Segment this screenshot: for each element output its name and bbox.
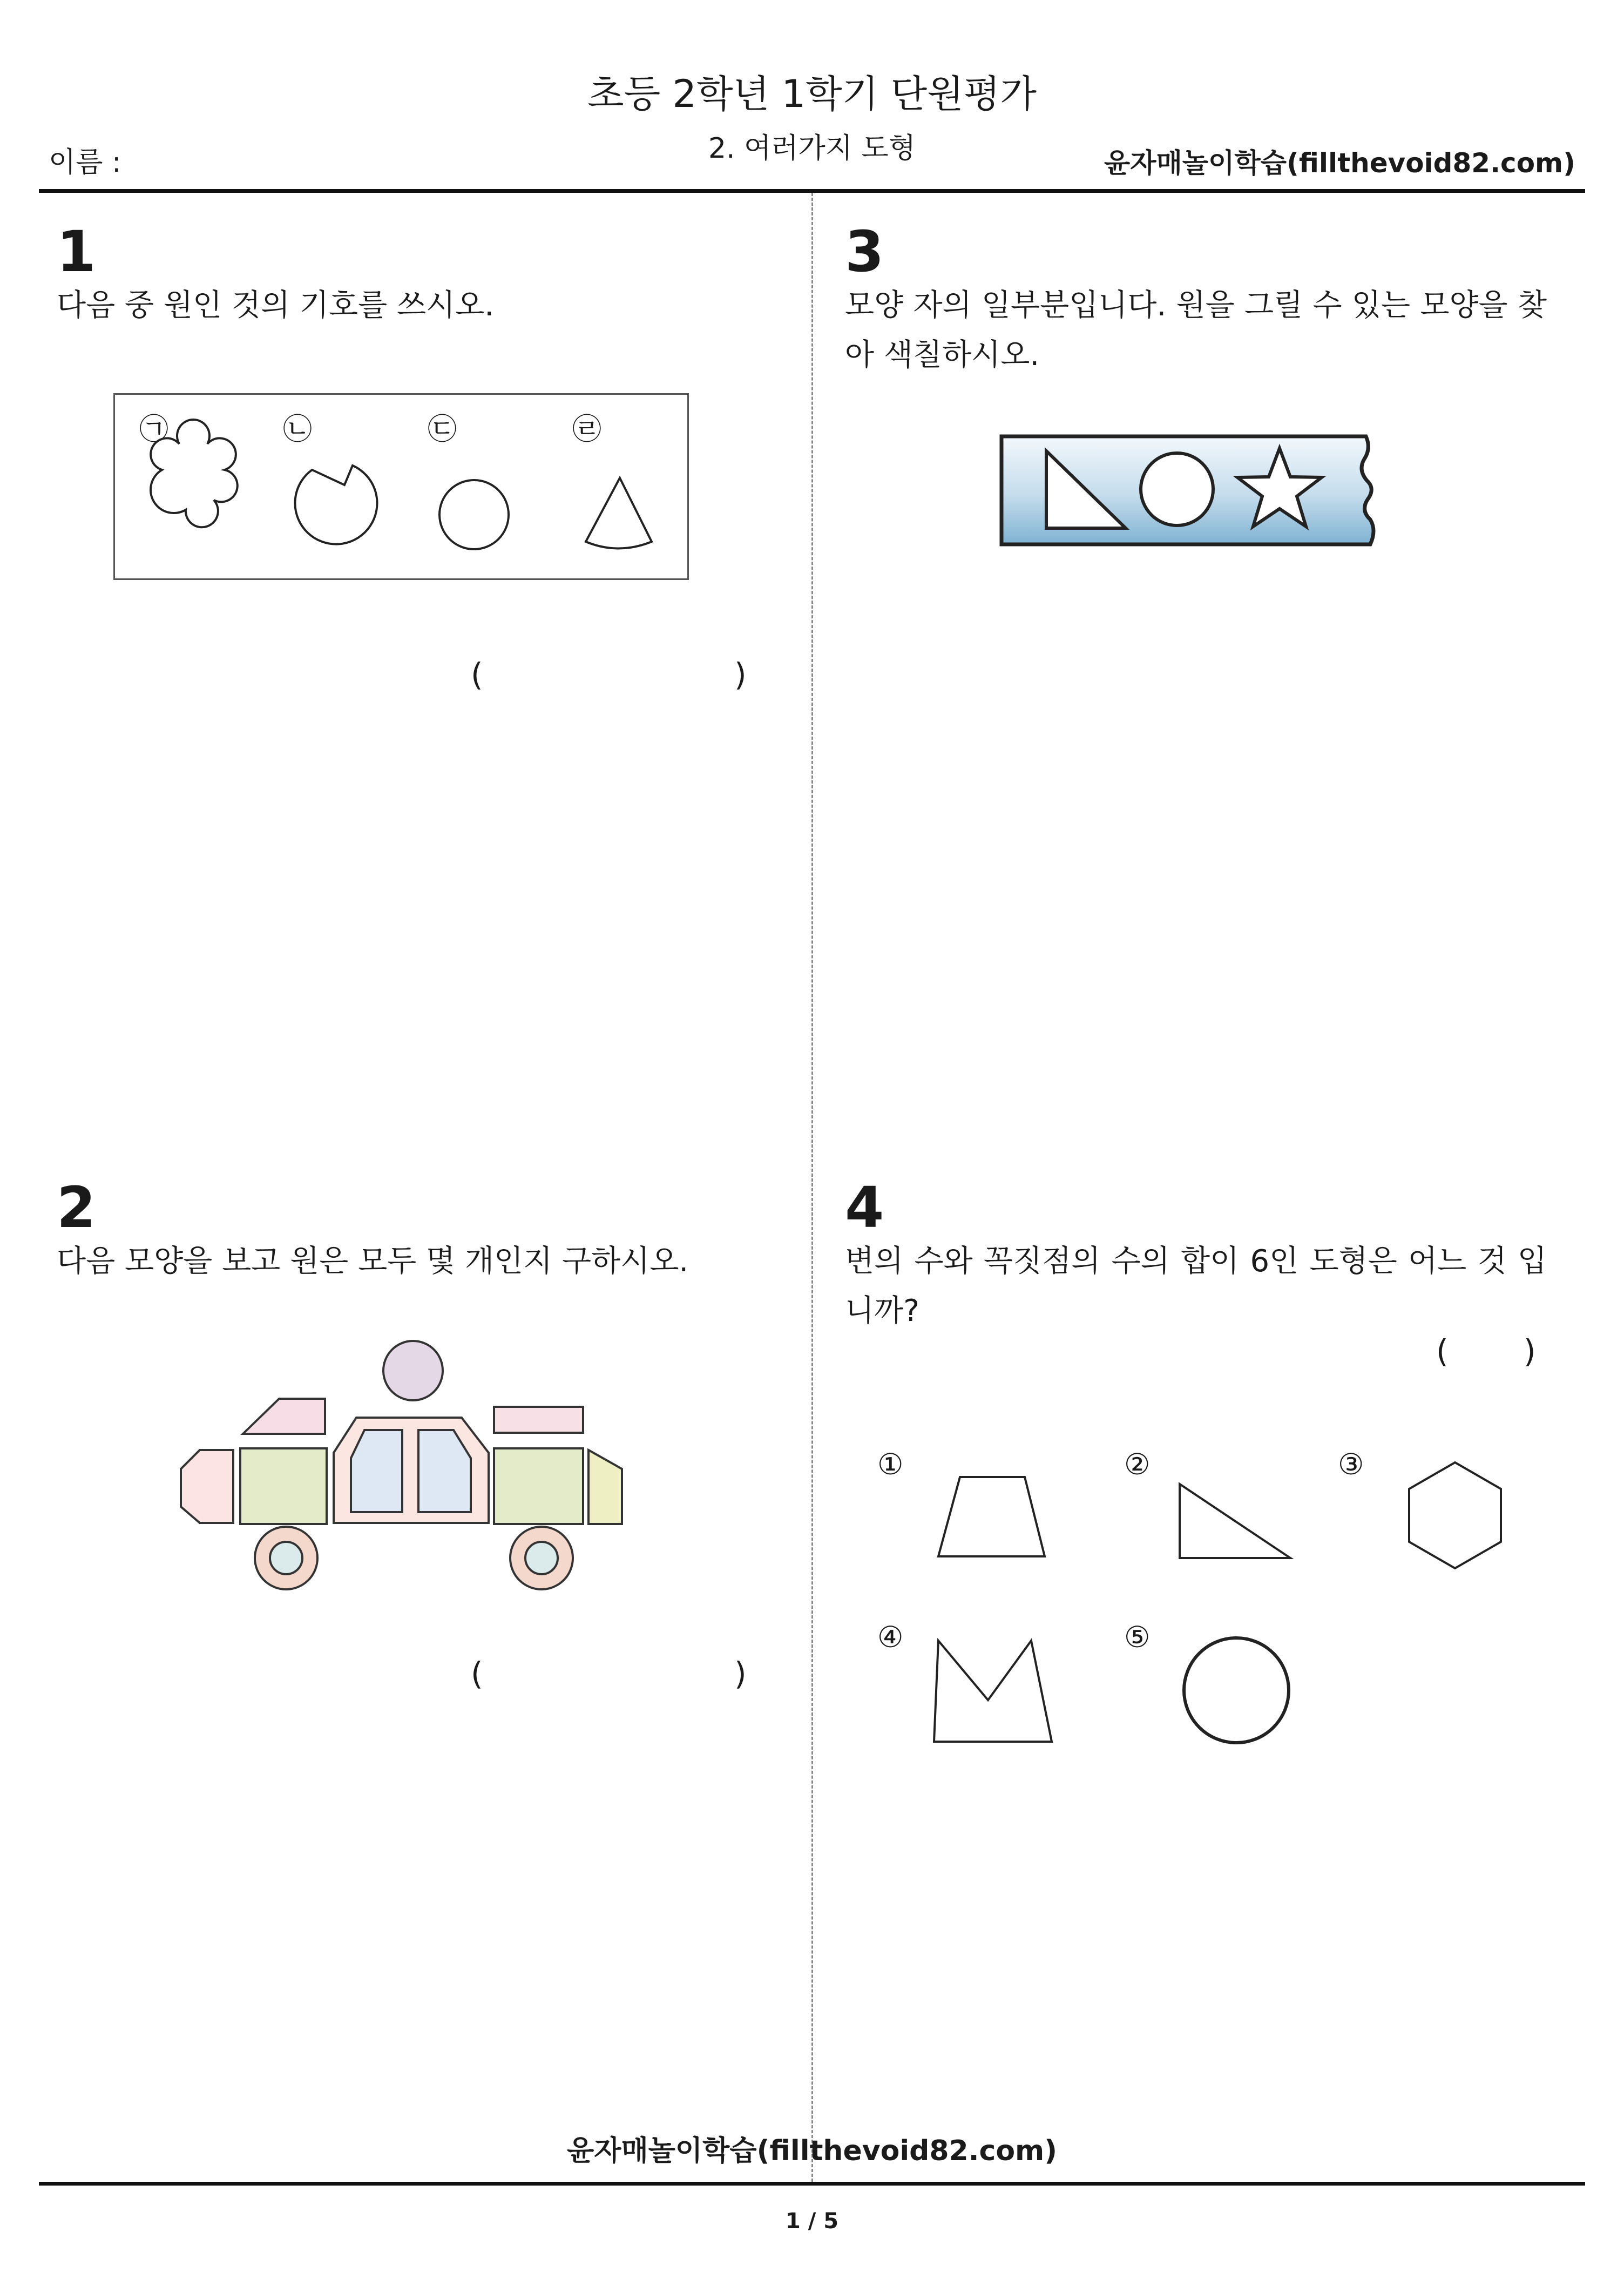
- q2-answer-open: (: [471, 1655, 483, 1692]
- brand-header: 윤자매놀이학습(fillthevoid82.com): [1104, 147, 1575, 179]
- option-label-4: ④: [877, 1620, 904, 1654]
- option-circle-shape: [1184, 1638, 1289, 1743]
- choice-label-digeut: ㉢: [428, 412, 457, 446]
- hexagon-shape: [1409, 1462, 1501, 1568]
- question-1-number: 1: [57, 219, 96, 285]
- option-label-1: ①: [877, 1447, 904, 1481]
- name-label: 이름 :: [49, 146, 121, 179]
- unit-subtitle: 2. 여러가지 도형: [708, 132, 916, 165]
- q2-answer-close: ): [734, 1655, 747, 1692]
- q1-answer-close: ): [734, 656, 747, 693]
- right-triangle-shape: [1180, 1484, 1290, 1558]
- question-2-text: 다음 모양을 보고 원은 모두 몇 개인지 구하시오.: [57, 1244, 689, 1279]
- trapezoid-shape: [938, 1477, 1045, 1556]
- question-3-number: 3: [845, 219, 884, 285]
- option-label-5: ⑤: [1124, 1620, 1151, 1654]
- question-2-number: 2: [57, 1175, 96, 1240]
- brand-footer: 윤자매놀이학습(fillthevoid82.com): [566, 2135, 1057, 2167]
- q4-answer-open: (: [1436, 1333, 1449, 1370]
- q1-answer-open: (: [471, 656, 483, 693]
- option-label-3: ③: [1338, 1447, 1364, 1481]
- question-1-text: 다음 중 원인 것의 기호를 쓰시오.: [57, 288, 495, 323]
- option-label-2: ②: [1124, 1447, 1151, 1481]
- page-number: 1 / 5: [785, 2209, 839, 2234]
- page-title: 초등 2학년 1학기 단원평가: [587, 72, 1037, 116]
- question-4-number: 4: [845, 1175, 884, 1240]
- choice-label-nieun: ㉡: [283, 412, 312, 446]
- m-shape: [934, 1641, 1052, 1742]
- q4-answer-close: ): [1524, 1333, 1536, 1370]
- choice-label-rieul: ㉣: [572, 412, 601, 446]
- choice-label-giyeok: ㉠: [139, 412, 168, 446]
- footer-divider: [39, 2182, 1585, 2186]
- question-4-text: 변의 수와 꼭짓점의 수의 합이 6인 도형은 어느 것 입니까?: [845, 1244, 1547, 1329]
- question-3-text: 모양 자의 일부분입니다. 원을 그릴 수 있는 모양을 찾아 색칠하시오.: [845, 288, 1547, 373]
